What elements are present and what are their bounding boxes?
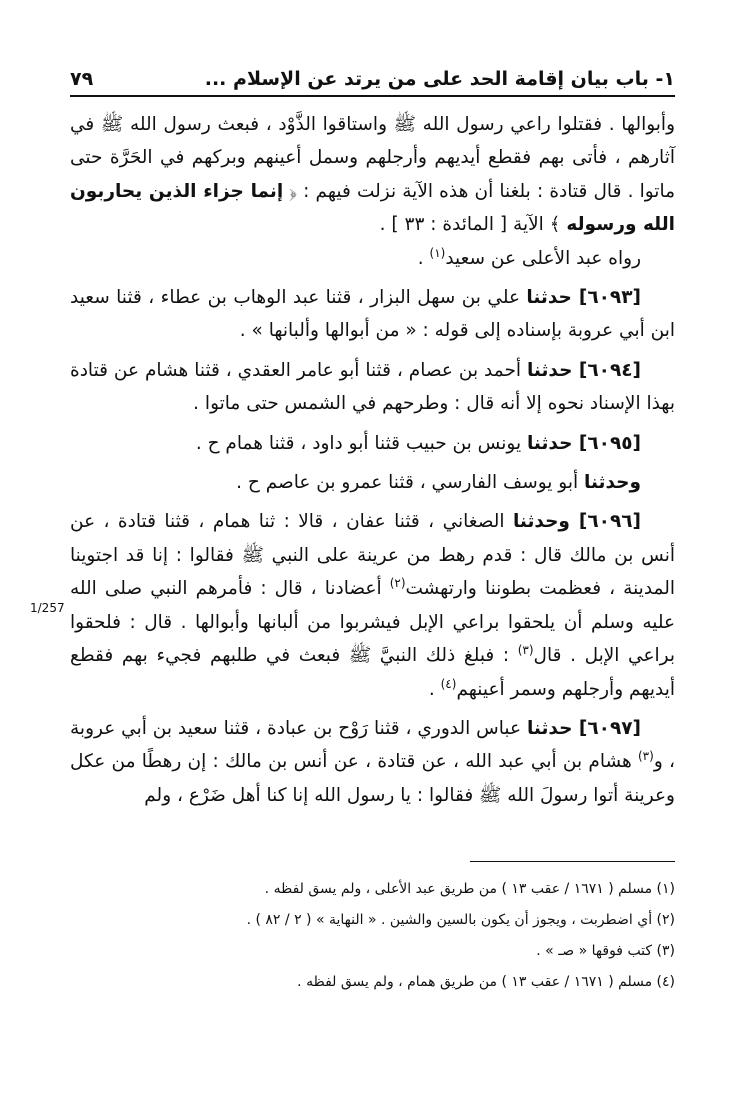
footnote: (٢) أي اضطربت ، ويجوز أن يكون بالسين والشين . « النهاية » ( ٢ / ٨٢ ) . bbox=[246, 912, 675, 928]
paragraph bbox=[70, 354, 675, 421]
text-run: الصغاني ، قثنا عفان ، قالا : ثنا همام ، قثنا قتادة ، عن أنس بن مالك قال : قدم رهط من عرينة على النبي ﷺ فقالوا : إنا قد اجتوينا المدينة ، فعظمت بطوننا وارتهشت bbox=[70, 511, 676, 600]
text-run: علي بن سهل البزار ، قثنا عبد الوهاب بن عطاء ، قثنا سعيد ابن أبي عروبة بإسناده إلى قوله : « من أبوالها وألبانها » . bbox=[70, 287, 675, 342]
margin-folio-reference: 1/257 bbox=[30, 601, 65, 615]
page-number: ٧٩ bbox=[70, 68, 94, 90]
footnote-marker: (٢) bbox=[389, 576, 406, 591]
text-run: رواه عبد الأعلى عن سعيد bbox=[445, 247, 641, 269]
chapter-title: ١- باب بيان إقامة الحد على من يرتد عن الإسلام ... bbox=[204, 68, 675, 90]
hadith-heading: [٦٠٩٣] حدثنا bbox=[526, 287, 641, 309]
paragraph bbox=[70, 427, 675, 460]
hadith-heading: [٦٠٩٥] حدثنا bbox=[526, 432, 641, 454]
text-run: عباس الدوري ، قثنا رَوْح بن عبادة ، قثنا سعيد بن أبي عروبة ، و bbox=[70, 717, 675, 773]
header-rule bbox=[70, 95, 675, 97]
paragraph bbox=[70, 281, 675, 348]
footnote: (١) مسلم ( ١٦٧١ / عقب ١٣ ) من طريق عبد الأعلى ، ولم يسق لفظه . bbox=[264, 881, 675, 897]
text-run: وأبوالها . فقتلوا راعي رسول الله ﷺ واستاقوا الذَّوْد ، فبعث رسول الله ﷺ في آثارهم ، فأتى بهم فقطع أيديهم وأرجلهم وسمل أعينهم وبركهم في الحَرَّة حتى ماتوا . قال قتادة : بلغنا أن هذه الآية نزلت فيهم : ﴿ bbox=[70, 114, 675, 202]
paragraph bbox=[70, 505, 675, 705]
paragraph bbox=[70, 242, 675, 275]
hadith-heading: إنما جزاء الذين يحاربون الله ورسوله bbox=[70, 180, 675, 236]
footnote: (٤) مسلم ( ١٦٧١ / عقب ١٣ ) من طريق همام ، ولم يسق لفظه . bbox=[297, 974, 675, 990]
paragraph bbox=[70, 712, 675, 812]
footnote-separator bbox=[470, 861, 675, 862]
footnote-marker: (٤) bbox=[440, 676, 457, 691]
main-text bbox=[70, 108, 675, 812]
footnote-marker: (٣) bbox=[637, 749, 654, 764]
hadith-heading: [٦٠٩٦] وحدثنا bbox=[512, 511, 641, 533]
text-run: . bbox=[428, 678, 441, 700]
footnote: (٣) كتب فوقها « صـ » . bbox=[536, 943, 675, 959]
text-run: أحمد بن عصام ، قثنا أبو عامر العقدي ، قثنا هشام عن قتادة بهذا الإسناد نحوه إلا أنه قال : وطرحهم في الشمس حتى ماتوا . bbox=[70, 359, 675, 415]
footnote-marker: (٣) bbox=[517, 642, 534, 657]
text-run: يونس بن حبيب قثنا أبو داود ، قثنا همام ح . bbox=[195, 432, 527, 454]
paragraph bbox=[70, 466, 675, 499]
text-run: ﴾ الآية [ المائدة : ٣٣ ] . bbox=[379, 214, 567, 236]
hadith-heading: وحدثنا bbox=[584, 472, 641, 494]
footnote-marker: (١) bbox=[429, 245, 446, 260]
paragraph bbox=[70, 108, 675, 242]
hadith-heading: [٦٠٩٧] حدثنا bbox=[526, 717, 641, 739]
text-run: . bbox=[417, 247, 430, 269]
hadith-heading: [٦٠٩٤] حدثنا bbox=[526, 359, 641, 381]
text-run: هشام بن أبي عبد الله ، عن قتادة ، عن أنس بن مالك : إن رهطًا من عكل وعرينة أتوا رسولَ الله ﷺ فقالوا : يا رسول الله إنا كنا أهل ضَرْع ، ولم bbox=[70, 751, 675, 806]
text-run: أبو يوسف الفارسي ، قثنا عمرو بن عاصم ح . bbox=[236, 472, 585, 494]
footnotes bbox=[70, 874, 675, 998]
text-run: : فبلغ ذلك النبيَّ ﷺ فبعث في طلبهم فجيء بهم فقطع أيديهم وأرجلهم وسمر أعينهم bbox=[70, 645, 675, 700]
text-run: أعضادنا ، قال : فأمرهم النبي صلى الله عليه وسلم أن يلحقوا براعي الإبل فيشربوا من ألبانها وأبوالها . قال : فلحقوا براعي الإبل . قال bbox=[70, 578, 675, 667]
running-header bbox=[70, 56, 675, 90]
